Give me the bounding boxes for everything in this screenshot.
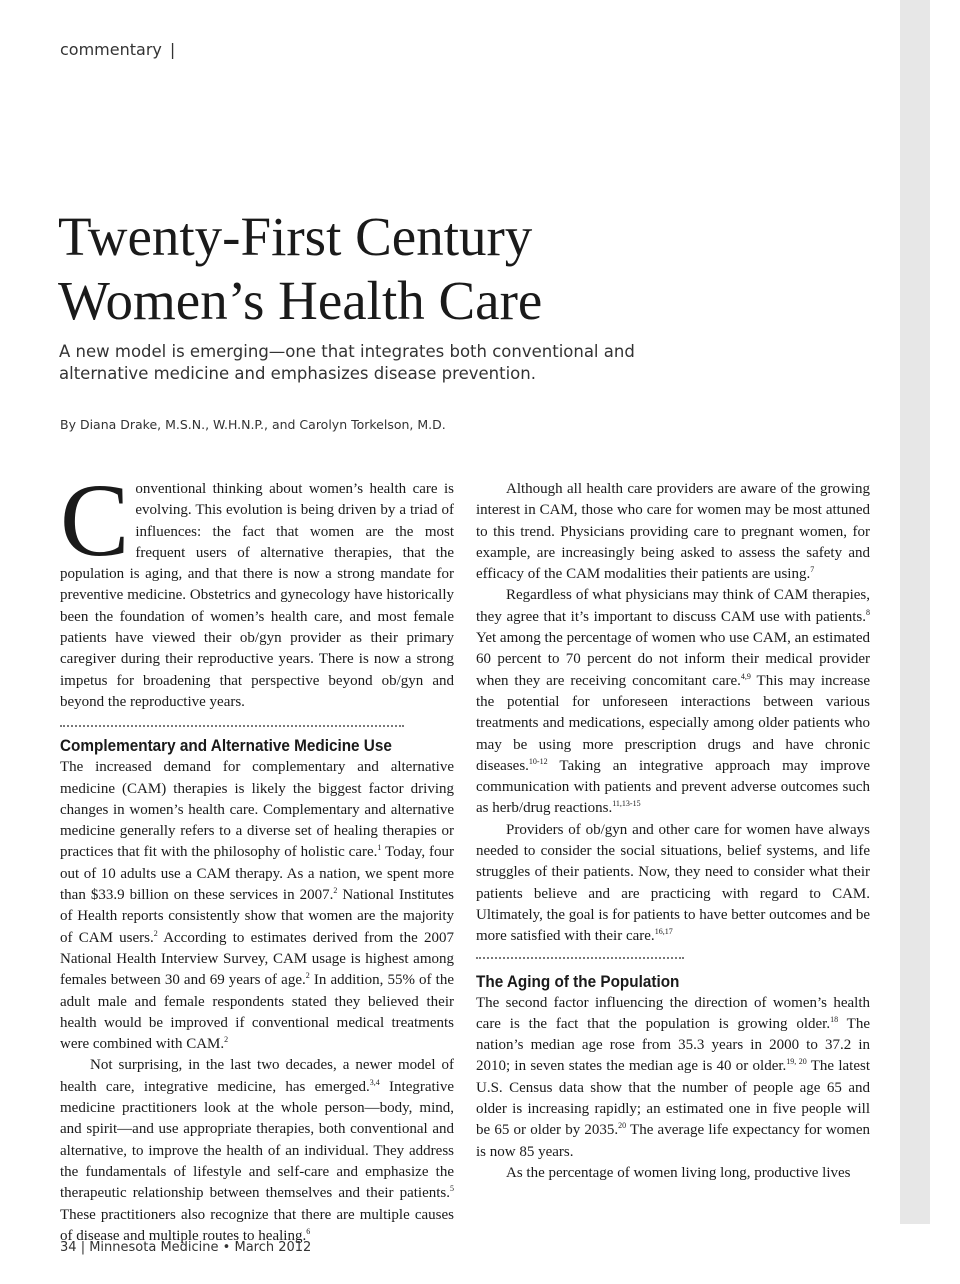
issue-date: March 2012 [234,1240,312,1255]
drop-cap: C [60,463,130,578]
reference-mark: 8 [866,607,870,617]
article-deck: A new model is emerging—one that integrates both conventional and alternative medicine and emphasizes disease prevention. [59,342,635,383]
reference-mark: 16,17 [654,927,673,937]
body-paragraph [476,585,870,819]
reference-mark: 18 [830,1014,839,1024]
text-run: The nation’s median age rose from 35.3 years in 2000 to 37.2 in 2010; in seven states the median age is 40 or older. [476,1015,870,1075]
body-paragraph [60,757,454,1055]
reference-mark: 2 [333,886,338,896]
text-run: Regardless of what physicians may think of CAM therapies, they agree that it’s important to discuss CAM use with patients. [476,587,870,625]
reference-mark: 19, 20 [786,1057,807,1067]
body-paragraph [60,1055,454,1247]
intro-paragraph [60,463,454,713]
text-run: This may increase the potential for unforeseen interactions between various treatments and medications, especially among older patients who may be using more prescription drugs and have chronic diseases. [476,672,870,774]
body-paragraph [476,479,870,585]
article-title [58,205,778,333]
reference-mark: 2 [153,928,158,938]
reference-mark: 5 [450,1184,454,1194]
footer-separator: | [80,1240,86,1255]
reference-mark: 20 [618,1121,627,1131]
section-heading-aging: The Aging of the Population [476,971,680,991]
text-run: The second factor influencing the direction of women’s health care is the fact that the population is growing older. [476,994,870,1032]
reference-mark: 2 [305,971,310,981]
page-footer [60,1240,311,1255]
text-run: According to estimates derived from the 2007 National Health Interview Survey, CAM usage is highest among females between 30 and 69 years of age. [60,929,454,989]
reference-mark: 7 [810,565,815,575]
text-run: Providers of ob/gyn and other care for women have always needed to consider the social situations, belief systems, and life struggles of their patients. Now, they need to consider what their patients believe and are practicing with regard to CAM. Ultimately, the goal is for patients to have better outcomes and be more satisfied with their care. [476,821,870,945]
reference-mark: 4,9 [740,671,751,681]
page-edge-strip [900,0,930,1224]
title-line-1: Twenty-First Century [58,206,533,267]
reference-mark: 10-12 [528,756,548,766]
text-run: The latest U.S. Census data show that the number of people age 65 and older is increasing rapidly; an estimated one in five people will be 65 or older by 2035. [476,1058,870,1139]
text-run: The increased demand for complementary and alternative medicine (CAM) therapies is likely the biggest factor driving changes in women’s health care. Complementary and alternative medicine generally refers to a diverse set of healing therapies or practices that fit with the philosophy of holistic care. [60,759,454,861]
body-paragraph [476,993,870,1163]
section-name: commentary [60,40,162,59]
reference-mark: 6 [306,1226,311,1236]
text-run: In addition, 55% of the adult male and female respondents stated they believed their health would be improved if conventional medical treatments were combined with CAM. [60,972,454,1053]
text-run: National Institutes of Health reports consistently show that women are the majority of CAM users. [60,887,455,946]
body-paragraph: As the percentage of women living long, productive lives [506,1164,851,1181]
text-run: Yet among the percentage of women who use CAM, an estimated 60 percent to 70 percent do not inform their medical provider when they are receiving concomitant care. [476,630,870,689]
text-run: Although all health care providers are aware of the growing interest in CAM, those who care for women may be most attuned to this trend. Physicians providing care to pregnant women, for example, are increasingly being asked to assess the safety and efficacy of the CAM modalities their patients are using. [476,481,870,583]
left-column [60,463,455,1247]
intro-text: onventional thinking about women’s health care is evolving. This evolution is being driven by a triad of influences: the fact that women are the most frequent users of alternative therapies, that the population is aging, and that there is now a strong mandate for preventive medicine. Obstetrics and gynecology have historically been the foundation of women’s health care, and most female patients have viewed their ob/gyn provider as their primary caregiver during their reproductive years. There is now a strong impetus for broadening that perspective beyond ob/gyn and beyond the reproductive years. [60,481,454,710]
section-divider [476,957,684,959]
footer-bullet: • [222,1240,231,1255]
section-label [60,40,175,59]
reference-mark: 2 [224,1035,229,1045]
publication-name: Minnesota Medicine [89,1240,219,1255]
reference-mark: 1 [377,843,382,853]
text-run: These practitioners also recognize that there are multiple causes of disease and multiple routes to healing. [60,1206,454,1244]
page-number: 34 [60,1240,77,1255]
text-run: Today, four out of 10 adults use a CAM therapy. As a nation, we spent more than $33.9 billion on these services in 2007. [60,844,454,904]
title-line-2: Women’s Health Care [58,270,543,331]
text-run: Taking an integrative approach may improve communication with patients and prevent adverse outcomes such as herb/drug reactions. [476,757,870,817]
text-run: Integrative medicine practitioners look at the whole person—body, mind, and spirit—and use appropriate therapies, both conventional and alternative, to improve the health of an individual. They address the fundamentals of lifestyle and self-care and emphasize the therapeutic relationship between themselves and their patients. [60,1078,454,1202]
byline: By Diana Drake, M.S.N., W.H.N.P., and Carolyn Torkelson, M.D. [60,417,446,432]
right-column [476,479,870,1184]
body-paragraph [476,820,870,948]
section-divider [60,725,404,727]
reference-mark: 11,13-15 [612,799,641,809]
section-heading-cam: Complementary and Alternative Medicine Use [60,736,392,756]
section-separator: | [169,40,176,59]
reference-mark: 3,4 [369,1077,380,1087]
text-run: The average life expectancy for women is now 85 years. [476,1122,870,1160]
text-run: Not surprising, in the last two decades, a newer model of health care, integrative medicine, has emerged. [60,1057,454,1095]
